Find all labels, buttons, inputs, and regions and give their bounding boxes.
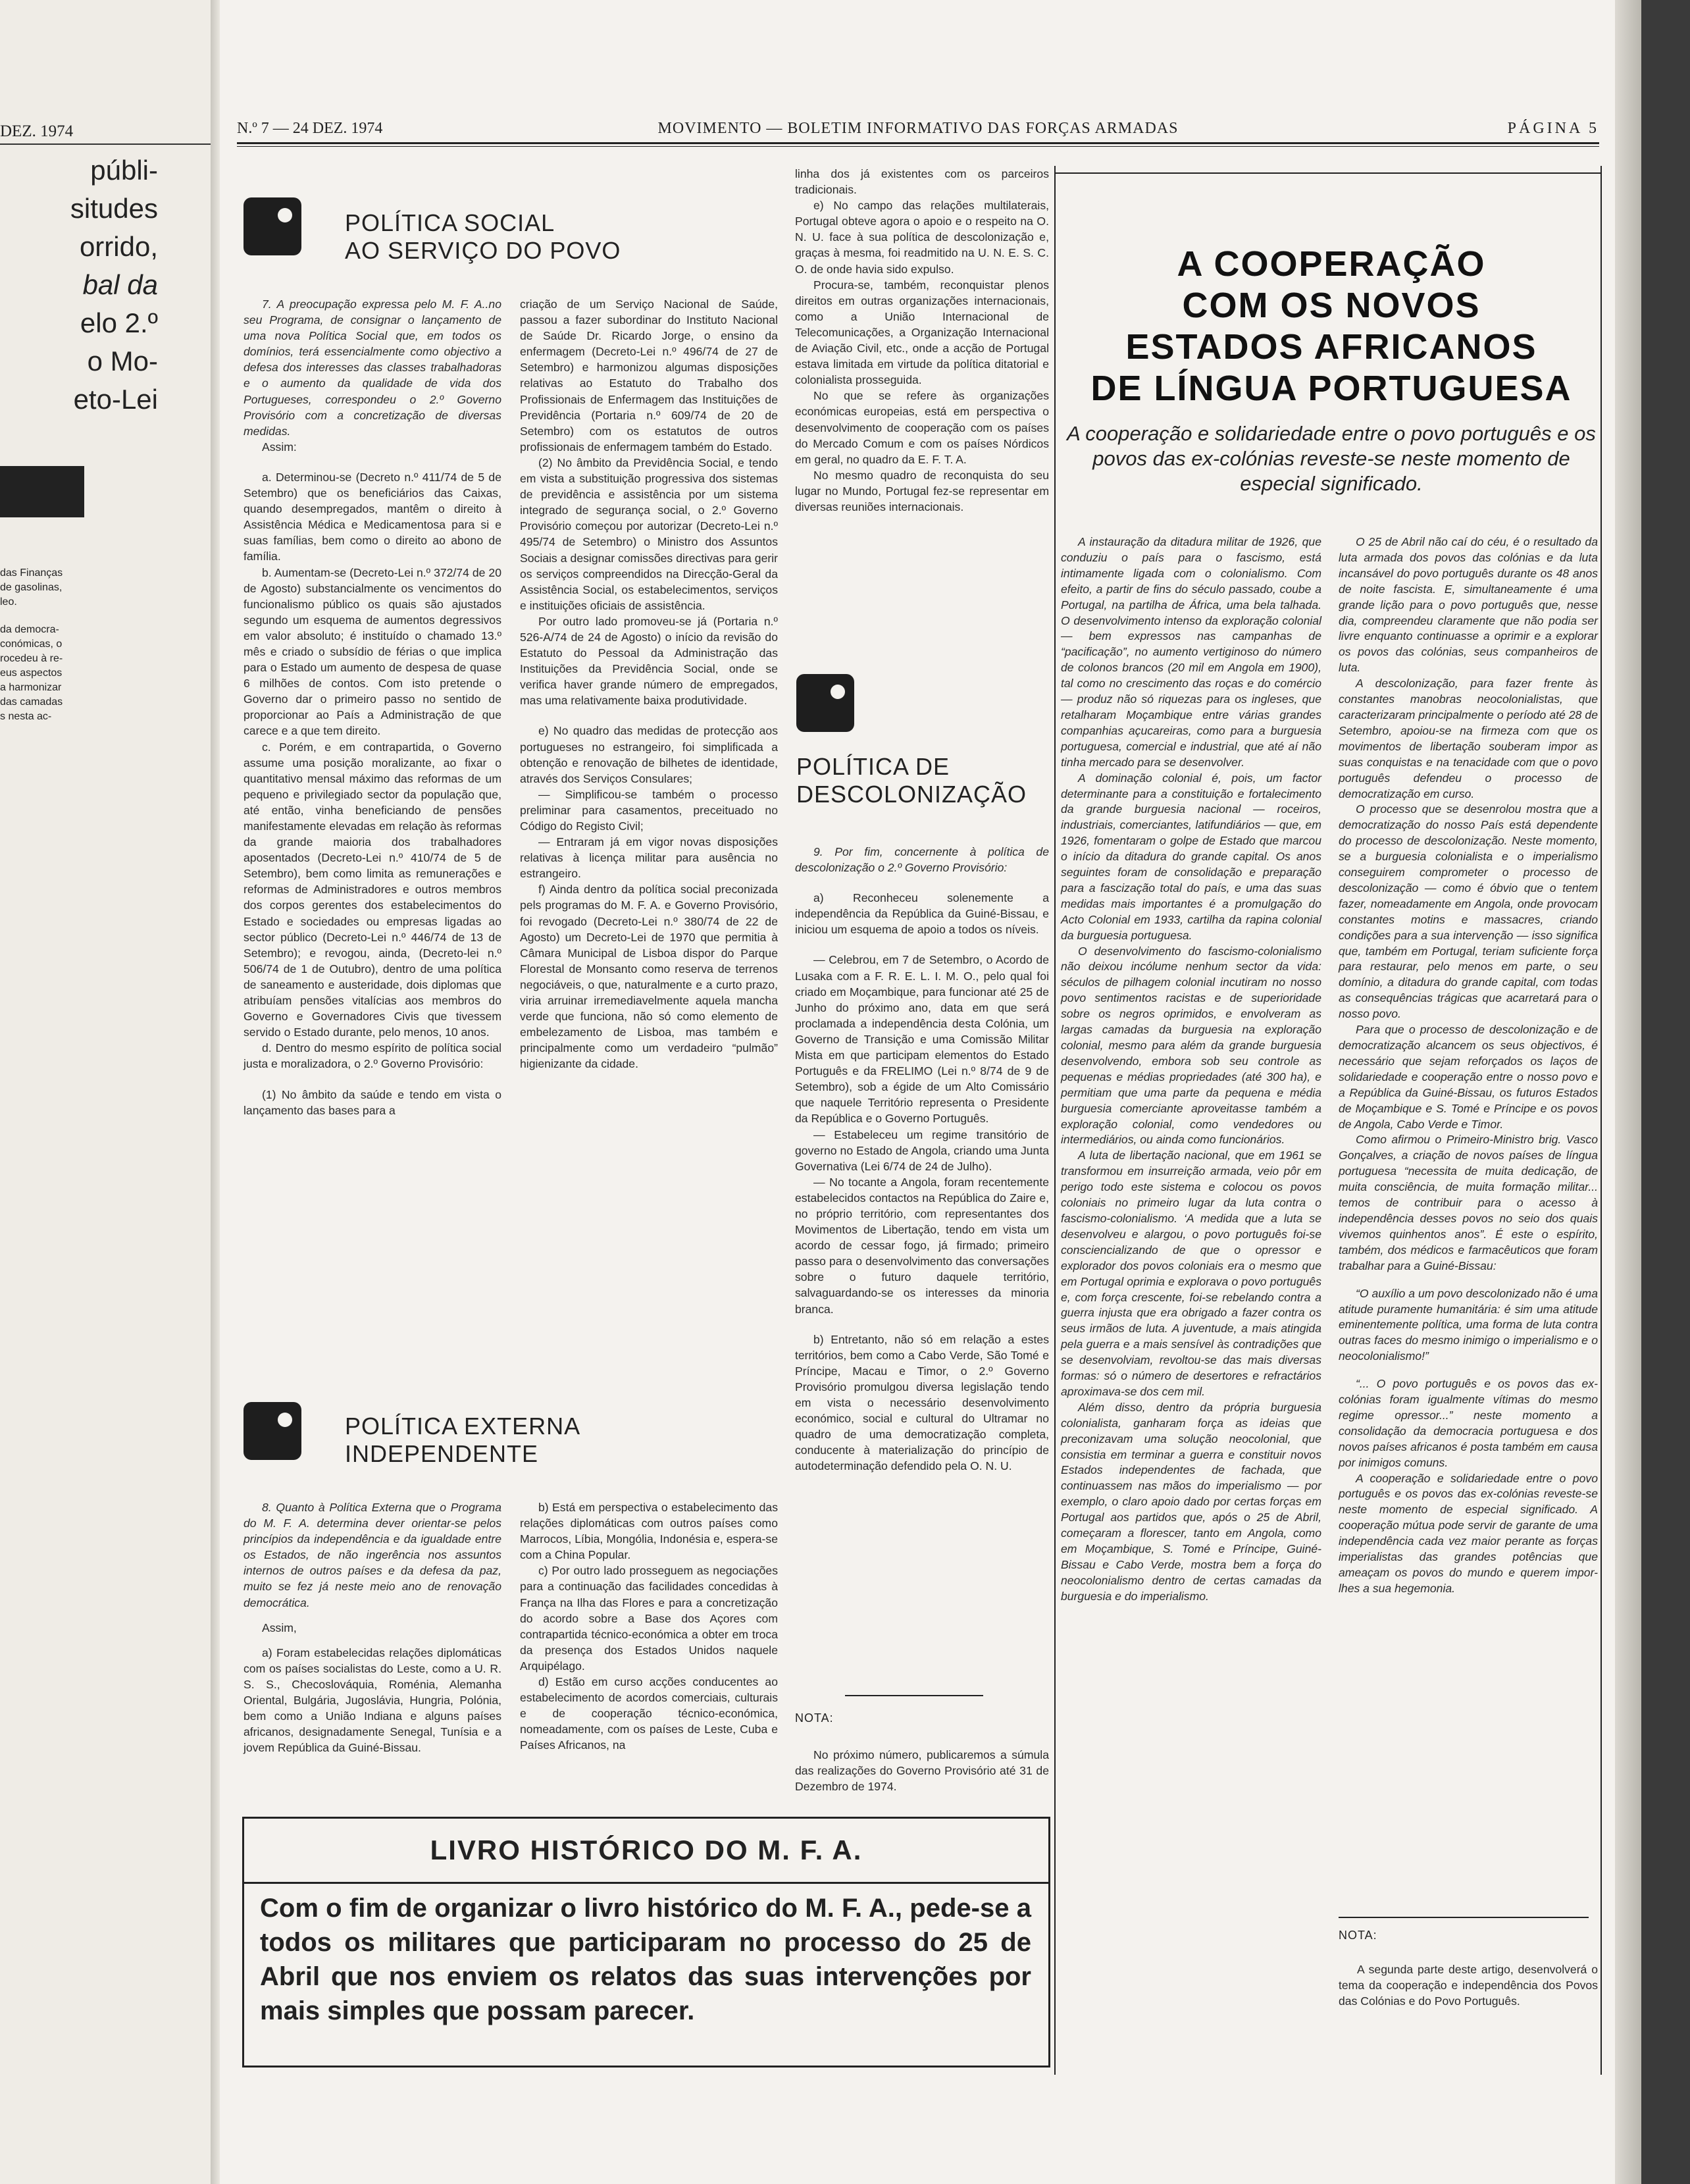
paragraph: Assim: [262, 440, 297, 454]
title-line: COM OS NOVOS [1182, 286, 1481, 325]
headline-line: públi- [90, 155, 158, 186]
title-line: DESCOLONIZAÇÃO [796, 781, 1027, 808]
paragraph: a) Reconheceu solenemente a independência da República da Guiné-Bissau, e iniciou um esquema de apoio a todos os níveis. [795, 891, 1049, 937]
paragraph: No próximo número, publicaremos a súmula das realizações do Governo Provisório até 31 de Dezembro de 1974. [795, 1748, 1049, 1794]
previous-page-text [0, 566, 125, 724]
paragraph: A cooperação e solidariedade entre o povo português e os povos das ex-colónias reveste-se neste momento de especial significado. A cooperação mútua pode servir de garante de uma independência cada vez maior perante as forças imperialistas das grandes potências que ameaçam os povos do mundo e querem impor-lhes a sua hegemonia. [1339, 1471, 1598, 1595]
text-line: rocedeu à re- [0, 653, 63, 664]
cooperacao-lead: A cooperação e solidariedade entre o povo português e os povos das ex-colónias reveste-se neste momento de especial significado. [1067, 422, 1596, 495]
page-gutter [211, 0, 220, 2184]
text-line: da democra- [0, 624, 59, 635]
paragraph: Para que o processo de descolonização e de democratização alcancem os seus objectivos, é necessário que sejam reforçados os laços de solidariedade e cooperação entre o nosso povo e a República da Guiné-Bissau, os futuros Estados de Moçambique e S. Tomé e Príncipe e os povos de Angola, Cabo Verde e Timor. [1339, 1023, 1598, 1131]
nota-rule [1339, 1917, 1589, 1918]
social-section-title [345, 209, 621, 265]
paragraph: Como afirmou o Primeiro-Ministro brig. Vasco Gonçalves, a criação de novos países de língua portuguesa “necessita de muita dedicação, de muita consciência, de muita formação militar... temos de contribuir para o acesso à independência desses povos no seio dos quais vivemos quinhentos anos”. É este o espírito, também, dos médicos e farmacêuticos que foram trabalhar para a Guiné-Bissau: [1339, 1133, 1598, 1272]
text-line: das camadas [0, 696, 63, 708]
paragraph: A descolonização, para fazer frente às constantes manobras neocolonialistas, que caracterizaram principalmente o período até 28 de Setembro, apoiou-se na firmeza com que os movimentos de libertação souberam impor as suas conquistas e na tenacidade com que o povo português defendeu o processo de democratização em curso. [1339, 677, 1598, 800]
header-rule [237, 142, 1599, 144]
previous-page-fragment [0, 0, 211, 2184]
page-number: PÁGINA 5 [1507, 120, 1599, 137]
paragraph: a. Determinou-se (Decreto n.º 411/74 de 5 de Setembro) que os beneficiários das Caixas, quando desempregados, mantêm o direito à Assistência Médica e Medicamentosa para si e suas famílias, bem como o direito ao abono de família. [243, 470, 501, 563]
externa-column-2 [520, 1499, 778, 1754]
previous-page-header: DEZ. 1974 [0, 122, 74, 140]
nota-rule [845, 1695, 983, 1696]
cooperacao-nota-label: NOTA: [1339, 1929, 1377, 1942]
text-line: de gasolinas, [0, 582, 63, 593]
article-top-rule [1054, 172, 1602, 174]
title-line: AO SERVIÇO DO POVO [345, 237, 621, 264]
publication-title: MOVIMENTO — BOLETIM INFORMATIVO DAS FORÇAS ARMADAS [657, 120, 1179, 137]
paragraph: Procura-se, também, reconquistar plenos direitos em outras organizações internacionais, como a União Internacional de Telecomunicações, a Organização Internacional de Aviação Civil, etc., onde a acção de Portugal estava limitada em virtude da política ditatorial e colonialista prosseguida. [795, 278, 1049, 387]
previous-page-headline [0, 151, 158, 419]
paragraph: Assim, [262, 1621, 297, 1634]
livro-historico-box [242, 1817, 1050, 2067]
headline-line: o Mo- [87, 346, 158, 377]
social-column-1 [243, 296, 501, 1118]
cooperacao-column-1 [1061, 534, 1321, 1605]
livro-rule [244, 1882, 1048, 1884]
section-icon [243, 1402, 301, 1460]
header-rule [237, 146, 1599, 147]
title-line: INDEPENDENTE [345, 1440, 539, 1467]
paragraph: a) Foram estabelecidas relações diplomáticas com os países socialistas do Leste, como a U. R. S. S., Checoslováquia, Roménia, Alemanha Oriental, Bulgária, Jugoslávia, Hungria, Polónia, bem como a União Indiana e alguns países africanos, designadamente Senegal, Tunísia e a jovem República da Guiné-Bissau. [243, 1646, 501, 1755]
paragraph: criação de um Serviço Nacional de Saúde, passou a fazer subordinar do Instituto Nacional de Saúde Dr. Ricardo Jorge, o ensino da enfermagem (Decreto-Lei n.º 496/74 de 27 de Setembro) e harmonizou algumas disposições relativas ao Estatuto do Trabalho dos Profissionais de Enfermagem das Instituições de Previdência (Portaria n.º 609/74 de 20 de Setembro) com os estatutos de outros profissionais de enfermagem também do Estado. [520, 298, 778, 454]
cooperacao-nota-text [1339, 1962, 1598, 2009]
paragraph: e) No quadro das medidas de protecção aos portugueses no estrangeiro, foi simplificada a obtenção e renovação de bilhetes de identidade, através dos Serviços Consulares; [520, 724, 778, 785]
paragraph: O 25 de Abril não caí do céu, é o resultado da luta armada dos povos das colónias e da luta incansável do povo português durante os 48 anos de noite fascista. E, simultaneamente é uma grande lição para o povo português que, nesse dia, compreendeu claramente que não podia ser livre enquanto continuasse a oprimir e a explorar os povos das colónias, seus companheiros de luta. [1339, 535, 1598, 675]
title-line: POLÍTICA SOCIAL [345, 209, 555, 236]
newspaper-page [220, 0, 1615, 2184]
paragraph: Além disso, dentro da própria burguesia colonialista, ganharam força as ideias que preconizavam uma solução neocolonial, que consistia em terminar a guerra e constituir novos Estados independentes de fachada, que continuassem nas mãos do imperialismo — por exemplo, o claro apoio dado por certas forças em Portugal aos partidos que, após o 25 de Abril, começaram a florescer, tanto em Angola, como em Moçambique, S. Tomé e Príncipe, Guiné-Bissau e Cabo Verde, mostra bem a força do neocolonialismo dentro de certas camadas da burguesia e do imperialismo. [1061, 1400, 1321, 1603]
paragraph: (1) No âmbito da saúde e tendo em vista o lançamento das bases para a [243, 1087, 501, 1117]
externa-column-1 [243, 1499, 501, 1755]
paragraph: A dominação colonial é, pois, um factor determinante para a constituição e fortalecimento da grande burguesia nacional — roceiros, industriais, comerciantes, latifundiários — que, em 1926, fomentaram o golpe de Estado que marcou o início da ditadura do grande capital. Os anos seguintes foram de consolidação e preparação para a fascização total do país, e uma das suas medidas mais importantes é a promulgação do Acto Colonial em 1933, cartilha da rapina colonial da burguesia portuguesa. [1061, 771, 1321, 942]
livro-title: LIVRO HISTÓRICO DO M. F. A. [430, 1834, 863, 1865]
column-3-top [795, 166, 1049, 515]
paragraph: Por outro lado promoveu-se já (Portaria n.º 526-A/74 de 24 de Agosto) o início da revisão do Estatuto do Pessoal da Administração das Instituições da Previdência Social, onde se verifica haver grande número de empregados, mas uma relativamente baixa produtividade. [520, 614, 778, 708]
social-column-2 [520, 296, 778, 1072]
paragraph: No que se refere às organizações económicas europeias, está em perspectiva o desenvolvimento de cooperação com os países do Mercado Comum e com os países Nórdicos em geral, no quadro da E. F. T. A. [795, 389, 1049, 466]
title-line: A COOPERAÇÃO [1177, 244, 1486, 284]
paragraph: b) Entretanto, não só em relação a estes territórios, bem como a Cabo Verde, São Tomé e Príncipe, Macau e Timor, o 2.º Governo Provisório promulgou diversa legislação tendo em vista o necessário desenvolvimento económico, social e cultural do Ultramar no quadro de uma democratização completa, conducente à materialização do princípio de autodeterminação defendido pela O. N. U. [795, 1332, 1049, 1473]
previous-page-rule [0, 143, 211, 145]
paragraph: c) Por outro lado prosseguem as negociações para a continuação das facilidades concedidas à França na Ilha das Flores e para a concretização do acordo sobre a Base dos Açores com contrapartida técnico-económica a obter em troca da presença dos Estados Unidos naquele Arquipélago. [520, 1564, 778, 1673]
headline-line: elo 2.º [80, 307, 158, 338]
externa-section-title [345, 1413, 580, 1468]
paragraph: A segunda parte deste artigo, desenvolverá o tema da cooperação e independência dos Povos das Colónias e do Povo Português. [1339, 1963, 1598, 2008]
paragraph: — Entraram já em vigor novas disposições relativas à licença militar para ausência no estrangeiro. [520, 835, 778, 881]
headline-line: situdes [70, 193, 158, 224]
paragraph: d) Estão em curso acções conducentes ao estabelecimento de acordos comerciais, culturais e de cooperação técnico-económica, nomeadamente, com os países de Leste, Cuba e Países Africanos, na [520, 1675, 778, 1752]
paragraph: O processo que se desenrolou mostra que a democratização do nosso País está dependente do processo de descolonização. Neste momento, se a burguesia colonialista e o imperialismo conseguirem comprometer o processo de descolonização — como é óbvio que o tentem fazer, nomeadamente em Angola, onde provocam constantes motins e massacres, criando condições para a sua intervenção — isso significa que, também em Portugal, teriam suficiente força para restaurar, pelo menos em parte, o seu domínio, a ditadura do grande capital, com todas as consequências trágicas que acarretará para o nosso povo. [1339, 802, 1598, 1021]
issue-number: N.º 7 — 24 DEZ. 1974 [237, 120, 383, 137]
paragraph: — Celebrou, em 7 de Setembro, o Acordo de Lusaka com a F. R. E. L. I. M. O., pelo qual foi criado em Moçambique, para funcionar até 25 de Junho do próximo ano, data em que será proclamada a independência desta Colónia, um Governo de Transição e uma Comissão Militar Mista em que participam elementos do Estado Português e da FRELIMO (Lei n.º 8/74 de 9 de Setembro), sob a égide de um Alto Comissário que naquele Território representa o Presidente da República e o Governo Português. [795, 953, 1049, 1126]
paragraph: e) No campo das relações multilaterais, Portugal obteve agora o apoio e o respeito na O. N. U. face à sua política de descolonização e, graças à mesma, foi readmitido na U. N. E. S. C. O. de onde havia sido expulso. [795, 199, 1049, 276]
paragraph: (2) No âmbito da Previdência Social, e tendo em vista a substituição progressiva dos sistemas de previdência e assistência por um sistema integrado de segurança social, o 2.º Governo Provisório começou por autorizar (Decreto-Lei n.º 495/74 de Setembro) o Ministro dos Assuntos Sociais a designar comissões directivas para gerir os serviços compreendidos na Direcção-Geral da Assistência Social, os estabelecimentos, serviços e instituições oficiais de assistência. [520, 455, 778, 612]
text-line: conómicas, o [0, 638, 63, 650]
nota-text [795, 1747, 1049, 1794]
paragraph: A instauração da ditadura militar de 1926, que conduziu o país para o fascismo, está intimamente ligada com o colonialismo. Com efeito, a partir de fins do século passado, coube a Portugal, na partilha de África, uma bela talhada. O desenvolvimento intenso da exploração colonial — bem expressos nas campanhas de “pacificação”, no aumento vertiginoso do número de colonos brancos (20 mil em Angola em 1900), tal como no crescimento das roças e do comércio — produz não só riquezas para os ingleses, que retalharam Moçambique entre várias grandes companhias açucareiras, como para a burguesia portuguesa, comercial e industrial, que até aí não tinha mercado para se desenvolver. [1061, 535, 1321, 769]
paragraph: — Simplificou-se também o processo preliminar para casamentos, preceituado no Código do Registo Civil; [520, 787, 778, 833]
page-edge [1615, 0, 1641, 2184]
paragraph: linha dos já existentes com os parceiros tradicionais. [795, 167, 1049, 197]
running-head [237, 120, 1599, 140]
cooperacao-column-2 [1339, 534, 1598, 1597]
black-box [0, 466, 84, 517]
paragraph: A luta de libertação nacional, que em 1961 se transformou em insurreição armada, veio pôr em perigo todo este sistema e colocou os povos coloniais no primeiro lugar da luta contra o fascismo-colonialismo. ‘A medida que a luta se desenvolveu e alargou, o povo português foi-se consciencializando de que o opressor e explorador dos povos coloniais era o mesmo que em Portugal oprimia e explorava o povo português e, com força crescente, foi-se rebelando contra a guerra injusta que era obrigado a fazer contra os seus irmãos de luta. A juventude, a mais atingida pela guerra e a mais sensível às contradições que se desenvolviam, revoltou-se das mais diversas formas: só o número de desertores e refractários aproximava-se dos cem mil. [1061, 1149, 1321, 1398]
paragraph: — No tocante a Angola, foram recentemente estabelecidos contactos na República do Zaire e, no próprio território, com representantes dos Movimentos de Libertação, tendo em vista um acordo de cessar fogo, já firmado; primeiro passo para o desenvolvimento das conversações sobre o futuro daquele território, salvaguardando-se os interesses da minoria branca. [795, 1175, 1049, 1316]
column-rule [1054, 166, 1056, 2075]
title-line: ESTADOS AFRICANOS [1125, 327, 1537, 367]
paragraph: 8. Quanto à Política Externa que o Programa do M. F. A. determina dever orientar-se pelos princípios da independência e da igualdade entre os Estados, de não ingerência nos assuntos internos de outros países e da defesa da paz, muito se fez já neste meio ano de renovação democrática. [243, 1501, 501, 1609]
paragraph: No mesmo quadro de reconquista do seu lugar no Mundo, Portugal fez-se representar em diversas reuniões internacionais. [795, 468, 1049, 513]
text-line: leo. [0, 596, 17, 608]
nota-label: NOTA: [795, 1711, 834, 1725]
livro-body: Com o fim de organizar o livro histórico do M. F. A., pede-se a todos os militares que participaram no processo do 25 de Abril que nos enviem os relatos das suas intervenções por mais simples que possam parecer. [260, 1894, 1031, 2025]
title-line: POLÍTICA EXTERNA [345, 1413, 581, 1440]
headline-line: eto-Lei [73, 384, 158, 415]
text-line: a harmonizar [0, 682, 62, 693]
text-line: s nesta ac- [0, 711, 52, 722]
paragraph: “O auxílio a um povo descolonizado não é uma atitude puramente humanitária: é sim uma atitude eminentemente política, uma forma de luta contra outras faces do mesmo inimigo o imperialismo e o neocolonialismo!” [1339, 1286, 1598, 1363]
paragraph: 9. Por fim, concernente à política de descolonização o 2.º Governo Provisório: [795, 845, 1049, 875]
title-line: POLÍTICA DE [796, 753, 950, 780]
paragraph: c. Porém, e em contrapartida, o Governo assume uma posição moralizante, ao fixar o quantitativo mensal máximo das reformas de um pequeno e privilegiado sector da população que, até então, vinha beneficiando de pensões manifestamente elevadas em relação às reformas da grande maioria dos trabalhadores aposentados (Decreto-Lei n.º 410/74 de 5 de Setembro), bem como limita as remunerações e reformas de Administradores e outros membros dos corpos gerentes dos estabelecimentos do Estado e sociedades ou empresas ligadas ao sector público (Decreto-Lei n.º 446/74 de 13 de Setembro); e revogou, ainda, (Decreto-lei n.º 506/74 de 1 de Outubro), dentro de uma política de saneamento e austeridade, dois diplomas que atribuíam pensões vitalícias aos membros do Governo e Governadores Civis que tivessem servido o Estado durante, pelo menos, 10 anos. [243, 740, 501, 1039]
text-line: eus aspectos [0, 667, 63, 679]
paragraph: b. Aumentam-se (Decreto-Lei n.º 372/74 de 20 de Agosto) substancialmente os vencimentos do funcionalismo público os quais são ajustados segundo um esquema de aumentos degressivos em valor absoluto; é instituído o chamado 13.º mês e criado o subsídio de férias o que implica para o Estado um aumento de despesa de quase 6 milhões de contos. Com isto pretende o Governo dar o primeiro passo no sentido de proporcionar ao País a Administração de que carece e a que tem direito. [243, 565, 501, 738]
section-icon [796, 674, 854, 732]
headline-line: orrido, [79, 231, 158, 262]
section-icon [243, 197, 301, 255]
descolonizacao-column [795, 844, 1049, 1474]
paragraph: — Estabeleceu um regime transitório de governo no Estado de Angola, criando uma Junta Governativa (Lei 6/74 de 24 de Julho). [795, 1128, 1049, 1173]
paragraph: b) Está em perspectiva o estabelecimento das relações diplomáticas com outros países como Marrocos, Líbia, Mongólia, Indonésia e, espera-se com a China Popular. [520, 1501, 778, 1562]
descolonizacao-section-title [796, 753, 1027, 808]
paragraph: f) Ainda dentro da política social preconizada pels programas do M. F. A. e Governo Provisório, foi revogado (Decreto-Lei n.º 380/74 de 22 de Agosto) um Decreto-Lei de 1970 que permitia à Câmara Municipal de Lisboa dispor do Parque Florestal de Monsanto como reserva de terrenos negociáveis, o que, naturalmente e a curto prazo, viria arruinar irremediavelmente aquela mancha verde que funciona, não só como elemento de embelezamento de Lisboa, mas também e principalmente como um verdadeiro “pulmão” higienizante da cidade. [520, 883, 778, 1071]
paragraph: “... O povo português e os povos das ex-colónias foram igualmente vítimas do mesmo regime opressor...” neste momento a consolidação da democracia portuguesa e dos novos países africanos é posta também em causa por inimigos comuns. [1339, 1377, 1598, 1469]
text-line: das Finanças [0, 567, 63, 579]
paragraph: d. Dentro do mesmo espírito de política social justa e moralizadora, o 2.º Governo Provisório: [243, 1041, 501, 1071]
paragraph: 7. A preocupação expressa pelo M. F. A..no seu Programa, de consignar o lançamento de uma nova Política Social que, em todos os domínios, terá essencialmente como objectivo a defesa dos interesses das classes trabalhadoras e o aumento da qualidade de vida dos Portugueses, correspondeu o 2.º Governo Provisório com a concretização de diversas medidas. [243, 298, 501, 438]
paragraph: O desenvolvimento do fascismo-colonialismo não deixou incólume nenhum sector da vida: séculos de pilhagem colonial incutiram no nosso povo sentimentos racistas e de superioridade sobre os negros oprimidos, e envolveram as largas camadas da burguesia na exploração colonial, mesmo para além da grande burguesia desenvolvendo, embora sob seu controle as pequenas e médias propriedades (até 300 ha), e permitiam que uma parte da pequena e média burguesia comerciante aproveitasse também a exploração colonial, como vendedores ou intermediários, ou ainda como funcionários. [1061, 944, 1321, 1147]
title-line: DE LÍNGUA PORTUGUESA [1090, 369, 1572, 408]
headline-line: bal da [82, 269, 158, 300]
cooperacao-title [1058, 244, 1604, 409]
